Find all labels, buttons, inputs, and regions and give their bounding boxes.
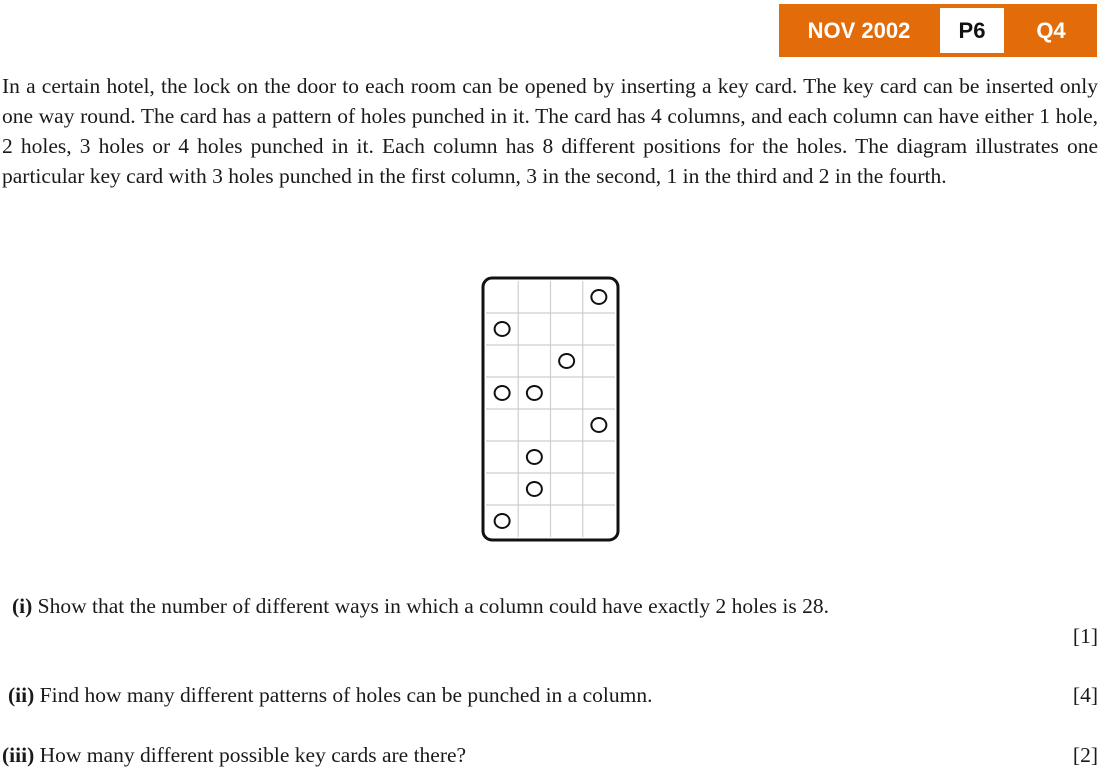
question-badge [779,4,1097,57]
part-number: (ii) [8,683,35,707]
key-card-svg [478,273,623,545]
part-number: (i) [12,594,33,618]
punched-hole [495,386,510,400]
part-marks: [2] [1072,743,1098,767]
exam-session-label: NOV 2002 [807,18,911,43]
question-part-i [12,591,1098,648]
part-text: Show that the number of different ways in which a column could have exactly 2 holes is 28. [37,594,830,618]
key-card-grid [486,281,615,537]
punched-hole [591,418,606,432]
punched-hole [559,354,574,368]
punched-hole [495,322,510,336]
punched-hole [495,514,510,528]
paper-label: P6 [940,8,1004,53]
part-marks: [1] [1072,624,1098,648]
question-intro-text: In a certain hotel, the lock on the door to each room can be opened by inserting a key card. The key card can be inserted only one way round. The card has a pattern of holes punched in it. The card has 4 columns, and each column can have either 1 hole, 2 holes, 3 holes or 4 holes punched in it. Each column has 8 different positions for the holes. The diagram illustrates one particular key card with 3 holes punched in the first column, 3 in the second, 1 in the third and 2 in the fourth. [2,74,1098,188]
punched-hole [591,290,606,304]
question-part-iii [2,740,1098,770]
part-number: (iii) [2,743,35,767]
part-marks: [4] [1072,683,1098,707]
punched-hole [527,450,542,464]
punched-hole [527,482,542,496]
key-card-diagram [478,273,623,550]
part-text: How many different possible key cards are there? [39,743,467,767]
punched-hole [527,386,542,400]
part-text: Find how many different patterns of holes can be punched in a column. [39,683,653,707]
question-label: Q4 [1036,18,1066,43]
question-part-ii [8,680,1098,710]
